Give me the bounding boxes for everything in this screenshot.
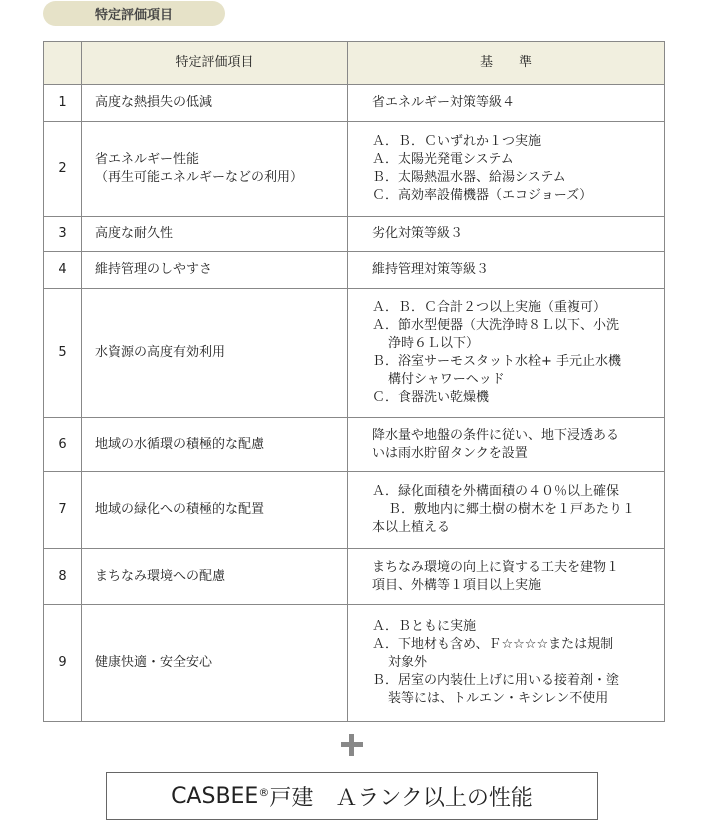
- item-line: 省エネルギー性能: [95, 152, 200, 167]
- row-criteria: [348, 252, 665, 289]
- criteria-line: 省エネルギー対策等級４: [372, 95, 516, 110]
- criteria-line: 本以上植える: [372, 520, 451, 535]
- item-line: （再生可能エネルギーなどの利用）: [95, 170, 304, 185]
- plus-icon: [341, 734, 363, 756]
- row-criteria: [348, 472, 665, 549]
- item-line: 地域の緑化への積極的な配置: [95, 502, 265, 517]
- table-row: [44, 549, 665, 605]
- section-badge: 特定評価項目: [43, 1, 225, 26]
- row-criteria: [348, 418, 665, 472]
- header-criteria: 基 準: [348, 42, 665, 85]
- row-number: 6: [44, 418, 82, 472]
- criteria-line: まちなみ環境の向上に資する工夫を建物１: [372, 559, 620, 575]
- criteria-line: 項目、外構等１項目以上実施: [372, 577, 542, 593]
- row-item: [82, 217, 348, 252]
- criteria-line: Ｂ．浴室サーモスタット水栓+ 手元止水機: [372, 354, 622, 369]
- table-row: [44, 252, 665, 289]
- row-item: [82, 472, 348, 549]
- row-criteria: [348, 122, 665, 217]
- casbee-brand: CASBEE: [171, 783, 259, 809]
- table-row: [44, 605, 665, 722]
- row-item: [82, 418, 348, 472]
- row-item: [82, 252, 348, 289]
- table-row: [44, 418, 665, 472]
- criteria-line: Ｂ．敷地内に郷土樹の樹木を１戸あたり１: [388, 502, 636, 517]
- item-line: 地域の水循環の積極的な配慮: [95, 436, 265, 452]
- row-number: 8: [44, 549, 82, 605]
- criteria-line: Ａ．節水型便器（大洗浄時８Ｌ以下、小洗: [372, 318, 620, 333]
- criteria-line: 浄時６Ｌ以下）: [388, 336, 480, 351]
- casbee-house: 戸建: [269, 785, 314, 811]
- criteria-line: Ｃ．食器洗い乾燥機: [372, 390, 490, 405]
- row-number: 2: [44, 122, 82, 217]
- criteria-line: Ａ．緑化面積を外構面積の４０％以上確保: [372, 484, 620, 499]
- criteria-line: 対象外: [388, 655, 428, 670]
- row-item: [82, 605, 348, 722]
- row-number: 3: [44, 217, 82, 252]
- criteria-line: 降水量や地盤の条件に従い、地下浸透ある: [372, 427, 620, 443]
- row-number: 1: [44, 85, 82, 122]
- criteria-line: 構付シャワーヘッド: [388, 372, 505, 387]
- criteria-line: Ａ．太陽光発電システム: [372, 152, 514, 167]
- criteria-line: 装等には、トルエン・キシレン不使用: [388, 691, 609, 706]
- criteria-line: Ａ．Ｂ．Ｃいずれか１つ実施: [372, 134, 542, 149]
- criteria-line: Ｂ．居室の内装仕上げに用いる接着剤・塗: [372, 673, 620, 688]
- item-line: 高度な熱損失の低減: [95, 95, 213, 110]
- row-number: 7: [44, 472, 82, 549]
- row-criteria: [348, 605, 665, 722]
- casbee-banner: [106, 772, 598, 820]
- item-line: 維持管理のしやすさ: [95, 262, 213, 277]
- criteria-line: 維持管理対策等級３: [372, 262, 490, 277]
- item-line: 健康快適・安全安心: [95, 655, 213, 670]
- header-number: [44, 42, 82, 85]
- row-number: 5: [44, 289, 82, 418]
- criteria-line: Ａ．下地材も含め、Ｆ☆☆☆☆または規制: [372, 637, 614, 652]
- registered-mark: ®: [258, 785, 270, 799]
- row-criteria: [348, 85, 665, 122]
- table-header-row: [44, 42, 665, 85]
- header-item: 特定評価項目: [82, 42, 348, 85]
- criteria-line: いは雨水貯留タンクを設置: [372, 445, 528, 461]
- item-line: まちなみ環境への配慮: [95, 568, 226, 584]
- criteria-line: Ａ．Ｂともに実施: [372, 619, 477, 634]
- criteria-line: Ｃ．高効率設備機器（エコジョーズ）: [372, 188, 593, 203]
- row-item: [82, 289, 348, 418]
- item-line: 高度な耐久性: [95, 226, 174, 241]
- criteria-line: Ａ．Ｂ．Ｃ合計２つ以上実施（重複可）: [372, 300, 607, 315]
- table-row: [44, 122, 665, 217]
- table-row: [44, 472, 665, 549]
- table-row: [44, 217, 665, 252]
- item-line: 水資源の高度有効利用: [95, 345, 226, 360]
- criteria-line: Ｂ．太陽熱温水器、給湯システム: [372, 170, 566, 185]
- casbee-rank: Ａランク以上の性能: [335, 785, 533, 811]
- row-item: [82, 122, 348, 217]
- row-number: 9: [44, 605, 82, 722]
- table-row: [44, 289, 665, 418]
- criteria-line: 劣化対策等級３: [372, 226, 464, 241]
- row-criteria: [348, 549, 665, 605]
- row-item: [82, 85, 348, 122]
- row-criteria: [348, 289, 665, 418]
- evaluation-table: [43, 41, 665, 722]
- row-number: 4: [44, 252, 82, 289]
- row-item: [82, 549, 348, 605]
- table-row: [44, 85, 665, 122]
- row-criteria: [348, 217, 665, 252]
